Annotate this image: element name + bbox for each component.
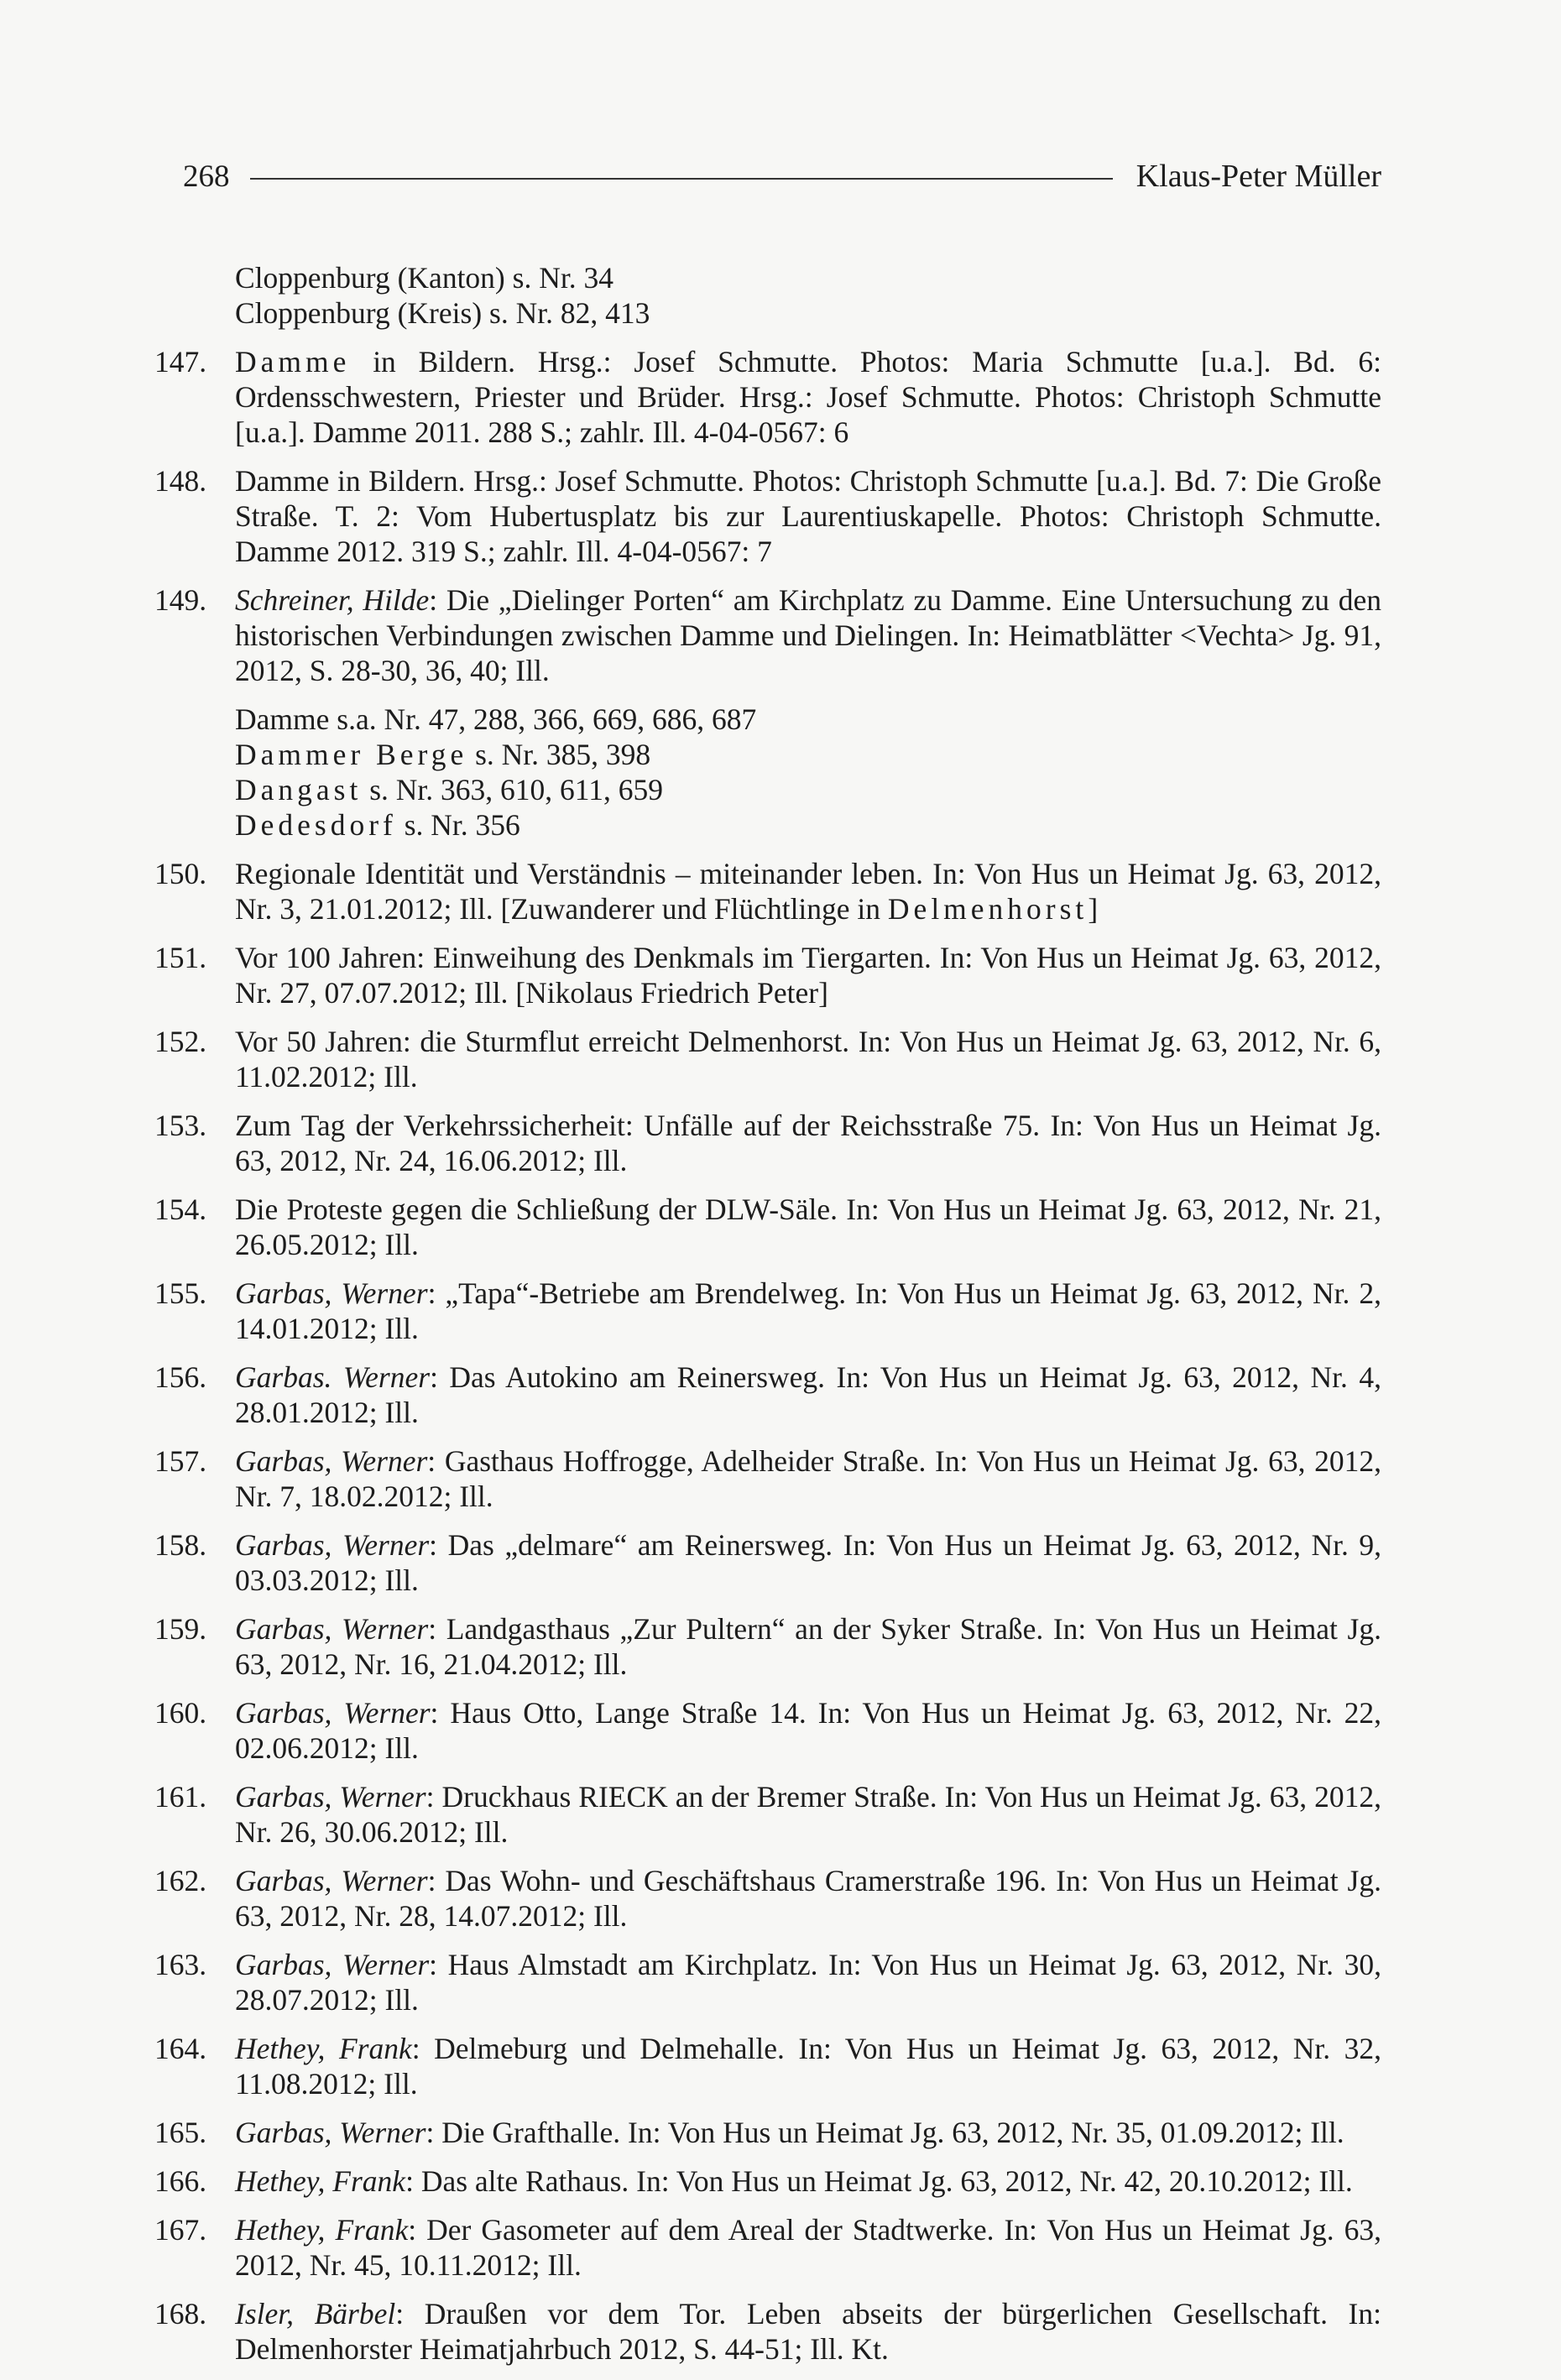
entry-number: 150. [154,857,207,890]
entry-number: 149. [154,583,207,617]
entry-number: 166. [154,2164,207,2198]
bibliography-entry [154,1276,1381,1346]
entry-segment: : Das alte Rathaus. In: Von Hus un Heimat Jg. 63, 2012, Nr. 42, 20.10.2012; Ill. [405,2164,1353,2198]
entry-number [154,807,235,843]
entry-number: 151. [154,941,207,974]
entry-segment: s. Nr. 363, 610, 611, 659 [362,773,663,806]
bibliography-entry [154,1360,1381,1430]
bibliography-entry [154,2212,1381,2283]
entry-author: Hethey, Frank [235,2164,406,2198]
entry-number: 159. [154,1612,207,1646]
entry-number: 158. [154,1528,207,1562]
entry-segment: ] [1088,892,1099,926]
header-rule [250,178,1113,180]
entry-author: Garbas, Werner [235,1612,429,1646]
entry-number: 164. [154,2032,207,2065]
entry-number: 154. [154,1193,207,1226]
entry-number: 152. [154,1025,207,1058]
bibliography-entry [154,2163,1381,2199]
entry-segment: : Landgasthaus „Zur Pultern“ an der Syker Straße. In: Von Hus un Heimat Jg. 63, 2012, Nr. 16, 21.04.2012; Ill. [235,1612,1381,1681]
running-author: Klaus-Peter Müller [1136,159,1381,194]
cross-reference [154,807,1381,843]
entry-text [235,1360,1381,1430]
entry-author: Isler, Bärbel [235,2297,396,2330]
entry-author: Garbas, Werner [235,1276,428,1310]
bibliography-entry [154,856,1381,926]
entry-number: 153. [154,1109,207,1142]
entry-text [235,1024,1381,1094]
cross-reference [154,772,1381,807]
entry-text [235,737,1381,772]
bibliography-entry [154,344,1381,450]
entry-text [235,1276,1381,1346]
entry-text [235,260,1381,295]
entry-text [235,463,1381,569]
entry-number: 157. [154,1444,207,1478]
entry-text [235,1947,1381,2017]
entry-keyword: Damme [235,345,351,378]
entry-text [235,2212,1381,2283]
bibliography-entry [154,1108,1381,1178]
entry-segment: : Druckhaus RIECK an der Bremer Straße. In: Von Hus un Heimat Jg. 63, 2012, Nr. 26, 30.06.2012; Ill. [235,1780,1381,1849]
entry-text [235,856,1381,926]
entry-segment: Vor 100 Jahren: Einweihung des Denkmals im Tiergarten. In: Von Hus un Heimat Jg. 63, 2012, Nr. 27, 07.07.2012; Ill. [Nikolaus Friedrich Peter] [235,941,1381,1010]
entry-segment: : Draußen vor dem Tor. Leben abseits der bürgerlichen Gesellschaft. In: Delmenhorster Heimatjahrbuch 2012, S. 44-51; Ill. Kt. [235,2297,1381,2366]
bibliography-entry [154,1443,1381,1514]
bibliography-entry [154,2296,1381,2367]
entry-segment: : Das Wohn- und Geschäftshaus Cramerstraße 196. In: Von Hus un Heimat Jg. 63, 2012, Nr. 28, 14.07.2012; Ill. [235,1864,1381,1933]
entry-author: Garbas, Werner [235,1864,428,1897]
entry-author: Garbas, Werner [235,1696,431,1730]
bibliography-entry [154,582,1381,688]
entry-segment: : Die „Dielinger Porten“ am Kirchplatz zu Damme. Eine Untersuchung zu den historischen Verbindungen zwischen Damme und Dielingen. In: Heimatblätter <Vechta> Jg. 91, 2012, S. 28-30, 36, 40; Ill. [235,583,1381,687]
entry-number [154,772,235,807]
bibliography-entry [154,1695,1381,1766]
entry-text [235,772,1381,807]
entry-segment: : „Tapa“-Betriebe am Brendelweg. In: Von Hus un Heimat Jg. 63, 2012, Nr. 2, 14.01.2012; Ill. [235,1276,1381,1345]
page-number: 268 [183,159,230,194]
bibliography-entry [154,1947,1381,2017]
entry-segment: : Das „delmare“ am Reinersweg. In: Von Hus un Heimat Jg. 63, 2012, Nr. 9, 03.03.2012; Ill. [235,1528,1382,1597]
bibliography-entry [154,1527,1381,1598]
entry-text [235,1192,1381,1262]
entry-author: Garbas, Werner [235,1948,430,1981]
entry-segment: s. Nr. 385, 398 [467,738,651,771]
entry-author: Garbas, Werner [235,2116,426,2149]
entry-author: Garbas. Werner [235,1360,431,1394]
entry-text [235,1527,1381,1598]
entry-text [235,1443,1381,1514]
entry-segment: : Gasthaus Hoffrogge, Adelheider Straße. In: Von Hus un Heimat Jg. 63, 2012, Nr. 7, 18.02.2012; Ill. [235,1444,1381,1513]
entry-text [235,702,1381,737]
bibliography-entry [154,1863,1381,1934]
entry-segment: Die Proteste gegen die Schließung der DLW-Säle. In: Von Hus un Heimat Jg. 63, 2012, Nr. 21, 26.05.2012; Ill. [235,1193,1381,1261]
entry-author: Garbas, Werner [235,1780,426,1814]
bibliography-entry [154,1024,1381,1094]
bibliography-entry [154,1779,1381,1850]
entry-segment: : Haus Almstadt am Kirchplatz. In: Von Hus un Heimat Jg. 63, 2012, Nr. 30, 28.07.2012; Ill. [235,1948,1381,2017]
bibliography-entry [154,1192,1381,1262]
entry-text [235,807,1381,843]
entry-number: 147. [154,345,207,378]
entry-number: 168. [154,2297,207,2330]
entry-segment: : Das Autokino am Reinersweg. In: Von Hus un Heimat Jg. 63, 2012, Nr. 4, 28.01.2012; Ill. [235,1360,1381,1429]
entry-segment: Damme s.a. Nr. 47, 288, 366, 669, 686, 687 [235,702,757,736]
entry-number [154,702,235,737]
bibliography-entry [154,2031,1381,2101]
entry-number [154,295,235,331]
entry-number: 155. [154,1276,207,1310]
entry-keyword: Dedesdorf [235,808,397,842]
entry-text [235,1611,1381,1682]
entry-author: Garbas, Werner [235,1528,430,1562]
entry-segment: in Bildern. Hrsg.: Josef Schmutte. Photos: Maria Schmutte [u.a.]. Bd. 6: Ordensschwestern, Priester und Brüder. Hrsg.: Josef Schmutte. Photos: Christoph Schmutte [u.a.]. Damme 2011. 288 S.; zahlr. Ill. 4-04-0567: 6 [235,345,1381,449]
entry-segment: : Delmeburg und Delmehalle. In: Von Hus un Heimat Jg. 63, 2012, Nr. 32, 11.08.2012; Ill. [235,2032,1381,2101]
entry-segment: Vor 50 Jahren: die Sturmflut erreicht Delmenhorst. In: Von Hus un Heimat Jg. 63, 2012, Nr. 6, 11.02.2012; Ill. [235,1025,1381,1093]
entry-segment: Cloppenburg (Kanton) s. Nr. 34 [235,261,613,295]
entry-author: Hethey, Frank [235,2032,412,2065]
entry-segment: : Der Gasometer auf dem Areal der Stadtwerke. In: Von Hus un Heimat Jg. 63, 2012, Nr. 45, 10.11.2012; Ill. [235,2213,1381,2282]
entry-keyword: Delmenhorst [887,892,1089,926]
entry-text [235,940,1381,1010]
cross-reference [154,702,1381,737]
entry-number: 162. [154,1864,207,1897]
entry-author: Hethey, Frank [235,2213,409,2247]
entry-text [235,295,1381,331]
bibliography-list [154,260,1381,2380]
entry-text [235,1779,1381,1850]
entry-segment: s. Nr. 356 [396,808,520,842]
cross-reference [154,737,1381,772]
entry-number [154,737,235,772]
entry-keyword: Dangast [235,773,363,806]
entry-text [235,344,1381,450]
entry-keyword: Dammer Berge [235,738,468,771]
entry-number: 148. [154,464,207,498]
entry-segment: Cloppenburg (Kreis) s. Nr. 82, 413 [235,296,650,330]
entry-number: 156. [154,1360,207,1394]
cross-reference [154,260,1381,295]
entry-text [235,2163,1381,2199]
entry-text [235,1108,1381,1178]
bibliography-entry [154,463,1381,569]
entry-text [235,2296,1381,2367]
entry-number: 161. [154,1780,207,1814]
entry-segment: : Die Grafthalle. In: Von Hus un Heimat Jg. 63, 2012, Nr. 35, 01.09.2012; Ill. [425,2116,1344,2149]
cross-reference [154,295,1381,331]
bibliography-entry [154,2115,1381,2150]
bibliography-entry [154,940,1381,1010]
entry-text [235,582,1381,688]
running-header [183,151,1381,201]
entry-number: 163. [154,1948,207,1981]
entry-author: Schreiner, Hilde [235,583,430,617]
entry-number: 167. [154,2213,207,2247]
entry-segment: Zum Tag der Verkehrssicherheit: Unfälle auf der Reichsstraße 75. In: Von Hus un Heimat Jg. 63, 2012, Nr. 24, 16.06.2012; Ill. [235,1109,1381,1177]
entry-number [154,260,235,295]
entry-text [235,1695,1381,1766]
entry-number: 160. [154,1696,207,1730]
entry-text [235,2115,1381,2150]
entry-number: 165. [154,2116,207,2149]
entry-segment: : Haus Otto, Lange Straße 14. In: Von Hus un Heimat Jg. 63, 2012, Nr. 22, 02.06.2012; Ill. [235,1696,1381,1765]
entry-segment: Regionale Identität und Verständnis – miteinander leben. In: Von Hus un Heimat Jg. 63, 2012, Nr. 3, 21.01.2012; Ill. [Zuwanderer und Flüchtlinge in [235,857,1381,926]
entry-author: Garbas, Werner [235,1444,428,1478]
entry-text [235,2031,1381,2101]
entry-text [235,1863,1381,1934]
bibliography-entry [154,1611,1381,1682]
entry-segment: Damme in Bildern. Hrsg.: Josef Schmutte. Photos: Christoph Schmutte [u.a.]. Bd. 7: Die Große Straße. T. 2: Vom Hubertusplatz bis zur Laurentiuskapelle. Photos: Christoph Schmutte. Damme 2012. 319 S.; zahlr. Ill. 4-04-0567: 7 [235,464,1381,568]
